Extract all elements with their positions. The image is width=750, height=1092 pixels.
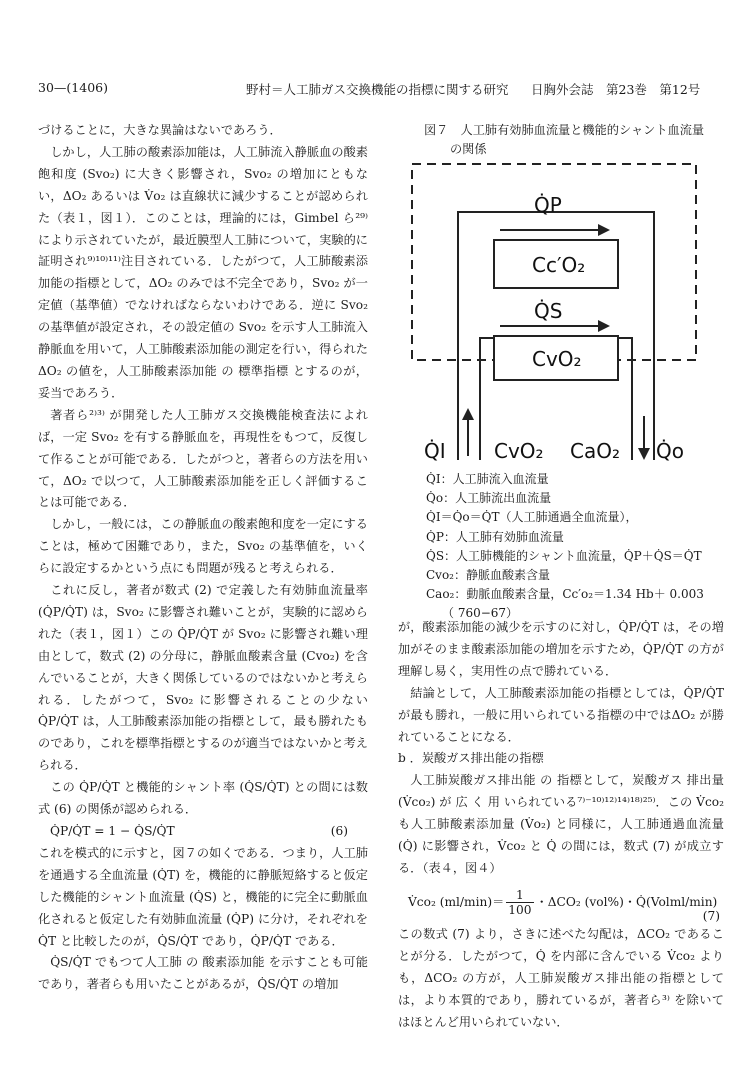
left-column [38,120,368,996]
right-column [398,617,724,1033]
equation-7 [398,880,724,924]
legend-item: Q̇I：人工肺流入血流量 [426,472,549,486]
label-qi: Q̇I [424,439,446,463]
arrowhead [598,224,610,236]
legend-item: （ 760−67） [442,606,519,621]
arrowhead [462,408,474,420]
legend-item: Q̇S：人工肺機能的シャント血流量，Q̇P＋Q̇S＝Q̇T [426,548,702,563]
paragraph: これを模式的に示すと，図７の如くである．つまり，人工肺を通過する全血流量 (Q̇T) を，機能的に静脈短絡すると仮定した機能的シャント血流量 (Q̇S) と，機能的に完全に動脈血化されると仮定した有効肺血流量 (Q̇P) に分け，それぞれを Q̇T と比較したのが，Q̇S/Q̇T であり，Q̇P/Q̇T である． [38,845,368,948]
arrowhead [598,320,610,332]
label-qp: Q̇P [534,193,562,217]
figure-7-legend [426,470,726,624]
label-qs: Q̇S [534,299,563,323]
paragraph: が，酸素添加能の減少を示すのに対し，Q̇P/Q̇T は，その増加がそのまま酸素添加能の増加を示すため，Q̇P/Q̇T の方が理解し易く，実用性の点で勝れている． [398,620,724,678]
legend-item: Q̇o：人工肺流出血流量 [426,491,552,506]
equation-6-body: Q̇P/Q̇T = 1 − Q̇S/Q̇T [50,824,175,838]
figure-7-caption [424,121,724,159]
paragraph: 著者ら²⁾³⁾ が開発した人工肺ガス交換機能検査法によれば，一定 Svo₂ を有する静脈血を，再現性をもつて，反復して作ることが可能である．したがつと，著者らの方法を用いて，ΔO₂ で以つて，人工肺酸素添加能を正しく評価することは可能である． [38,407,368,510]
label-cc: Cc′O₂ [532,253,586,277]
page-number: 30—(1406) [38,80,108,95]
section-heading: b ．炭酸ガス排出能の指標 [398,751,544,766]
paragraph: この数式 (7) より，さきに述べた勾配は，ΔCO₂ であることが分る．したがつて，Q̇ を内部に含んでいる V̇co₂ よりも，ΔCO₂ の方が，人工肺炭酸ガス排出能の指標としては，より本質的であり，勝れているが，著者ら³⁾ を除いてはほとんど用いられていない． [398,926,724,1029]
caption-continuation: の関係 [450,142,487,156]
article-title: 野村＝人工肺ガス交換機能の指標に関する研究 [246,82,509,97]
fraction-denominator: 100 [508,902,532,917]
paragraph: しかし，一般には，この静脈血の酸素飽和度を一定にすることは，極めて困難であり，また，Svo₂ の基準値を，いくらに設定するかという点にも問題が残ると考えられる． [38,517,368,576]
paragraph: この Q̇P/Q̇T と機能的シャント率 (Q̇S/Q̇T) との間には数式 (6) の関係が認められる． [38,780,368,817]
equation-7-number: (7) [702,908,720,923]
equation-6-number: (6) [330,824,348,838]
paragraph: Q̇S/Q̇T でもつて人工肺 の 酸素添加能 を示すことも可能であり，著者らも用いたことがあるが，Q̇S/Q̇T の増加 [38,955,368,992]
paragraph: づけることに，大きな異論はないであろう． [38,123,282,137]
arrowhead [638,448,650,460]
paragraph: しかし，人工肺の酸素添加能は，人工肺流入静脈血の酸素飽和度 (Svo₂) に大きく影響され，Svo₂ の増加にともない，ΔO₂ あるいは V̇o₂ は直線状に減少することが認められた（表１，図１）．このことは，理論的には，Gimbel ら²⁹⁾により示されていたが，最近膜型人工肺について，実験的に証明され⁹⁾¹⁰⁾¹¹⁾注目されている．したがつて，人工肺酸素添加能の指標として，ΔO₂ のみでは不完全であり，Svo₂ が一定値（基準値）でなければならないわけである．逆に Svo₂ の基準値が設定され，その設定値の Svo₂ を示す人工肺流入静脈血を用いて，人工肺酸素添加能の測定を行い，得られたΔO₂ の値を，人工肺酸素添加能 の 標準指標 とするのが，妥当であろう． [38,144,368,400]
figure-7-diagram [406,160,706,470]
label-cv: CvO₂ [532,347,582,371]
paragraph: これに反し，著者が数式 (2) で定義した有効肺血流量率 (Q̇P/Q̇T) は，Svo₂ に影響され難いことが，実験的に認められた（表１，図１）この Q̇P/Q̇T が Svo₂ に影響され難い理由として，数式 (2) の分母に，静脈血酸素含量 (Cvo₂) を含んでいることが，大きく関係しているのではないかと考えられる．したがつて，Svo₂ に影響されることの少ない Q̇P/Q̇T は，人工肺酸素添加能の指標として，最も勝れたものであり，これを標準指標とするのが適当ではないかと考えられる． [38,583,368,773]
fraction-numerator: 1 [506,888,533,903]
equation-7-fraction [506,888,533,917]
legend-item: Cao₂：動脈血酸素含量，Cc′o₂＝1.34 Hb＋ 0.003 [426,587,704,602]
journal-info: 日胸外会誌 第23巻 第12号 [531,82,701,97]
label-ca: CaO₂ [570,439,620,463]
caption-title: 図７ 人工肺有効肺血流量と機能的シャント血流量 [424,123,705,137]
legend-item: Cvo₂：静脈血酸素含量 [426,568,550,583]
legend-item: Q̇P：人工肺有効肺血流量 [426,529,564,544]
paragraph: 結論として，人工肺酸素添加能の指標としては，Q̇P/Q̇T が最も勝れ，一般に用いられている指標の中ではΔO₂ が勝れていることになる． [398,685,724,744]
label-cv-bottom: CvO₂ [494,439,544,463]
legend-item: Q̇I＝Q̇o＝Q̇T（人工肺通過全血流量）， [426,510,638,525]
equation-7-left: V̇co₂ (ml/min)＝ [408,894,505,909]
paragraph: 人工肺炭酸ガス排出能 の 指標として，炭酸ガス 排出量 (V̇co₂) が 広 く 用 いられている⁷⁾⁻¹⁰⁾¹²⁾¹⁴⁾¹⁸⁾²⁵⁾．この V̇co₂ も人工肺酸素添加量 (V̇o₂) と同様に，人工肺通過血流量 (Q̇) に影響され，V̇co₂ と Q̇ の間には，数式 (7) が成立する．（表４，図４） [398,773,724,875]
equation-7-right: ・ΔCO₂ (vol%)・Q̇(Volml/min) [535,894,718,909]
equation-6 [38,821,368,843]
label-qo: Q̇o [656,439,684,463]
